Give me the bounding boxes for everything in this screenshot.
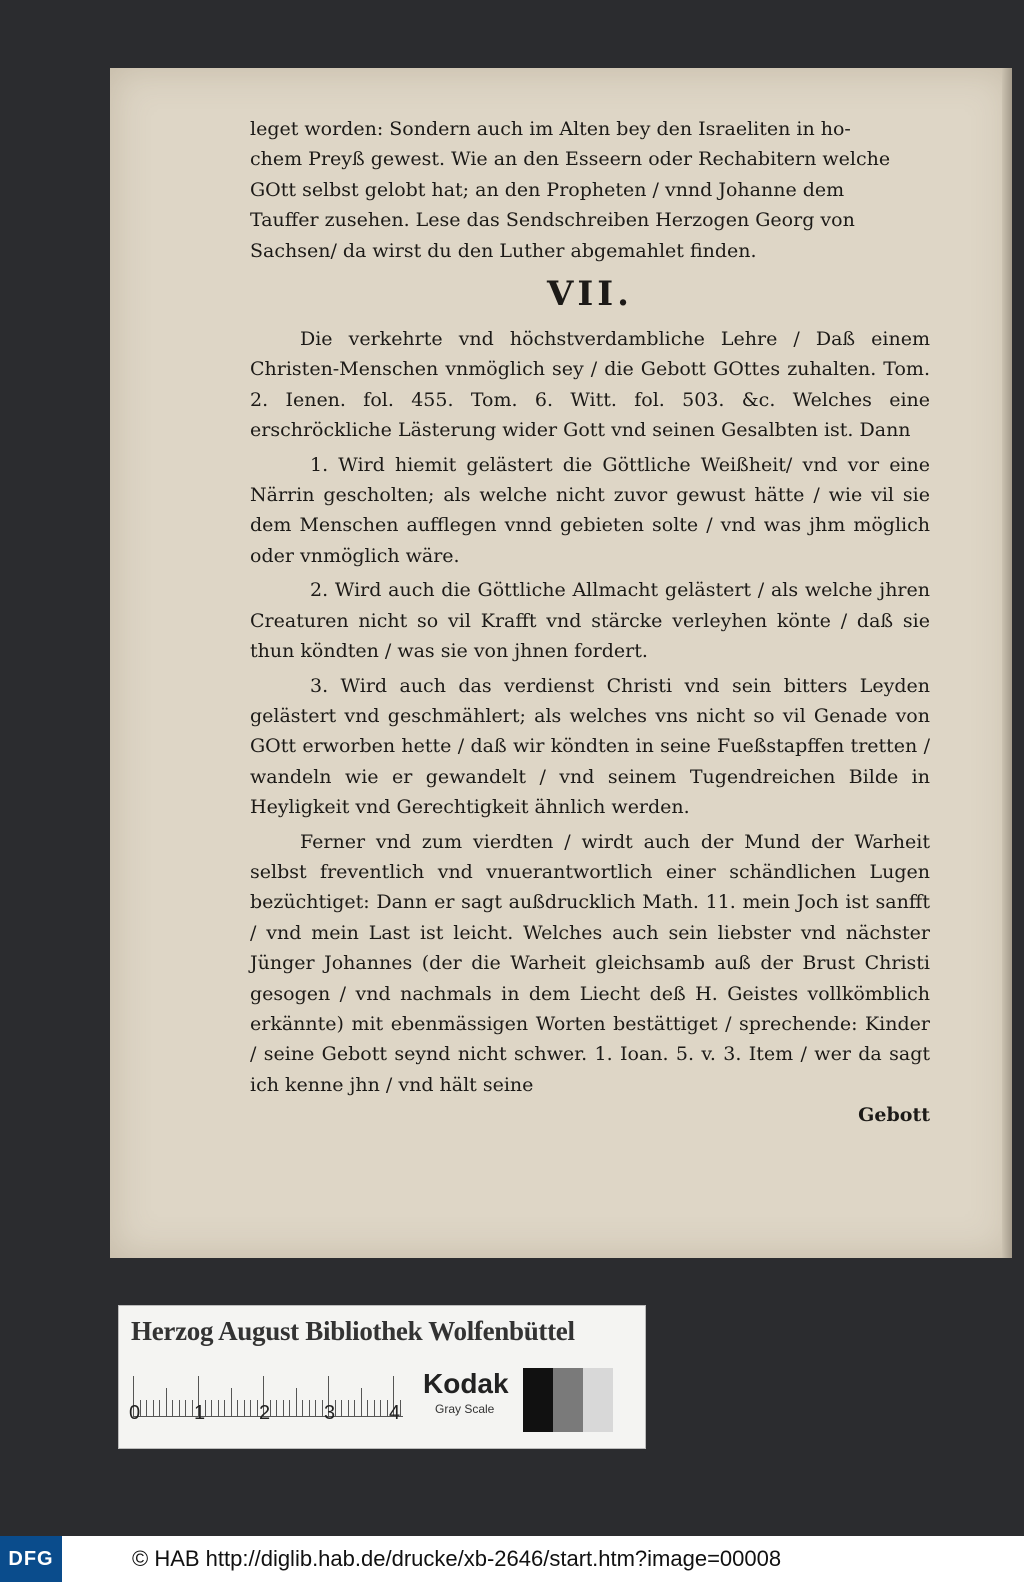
document-page (110, 68, 1012, 1258)
ruler-number-3: 3 (324, 1402, 336, 1424)
ruler-tick (224, 1400, 225, 1416)
ruler-tick (185, 1400, 186, 1416)
ruler-tick (283, 1400, 284, 1416)
numbered-item-1: 1. Wird hiemit gelästert die Göttliche Weißheit/ vnd vor eine Närrin gescholten; als welche nicht zuvor gewust hätte / wie vil sie dem Menschen aufflegen vnnd gebieten solte / vnd was jhm möglich oder vnmöglich wäre. (250, 453, 930, 567)
intro-line-4: Tauffer zusehen. Lese das Sendschreiben Herzogen Georg von (250, 209, 855, 232)
ruler-tick (244, 1400, 245, 1416)
ruler-tick (374, 1400, 375, 1416)
ruler-tick (276, 1400, 277, 1416)
page-edge (1002, 68, 1012, 1258)
intro-line-1: leget worden: Sondern auch im Alten bey den Israeliten in ho- (250, 118, 851, 140)
ruler-tick (192, 1400, 193, 1416)
ruler-tick (354, 1400, 355, 1416)
footer (0, 1536, 1024, 1582)
intro-line-3: GOtt selbst gelobt hat; an den Propheten / vnnd Johanne dem (250, 178, 845, 201)
ruler-tick (257, 1400, 258, 1416)
ruler-tick (315, 1400, 316, 1416)
ruler-tick (237, 1400, 238, 1416)
ruler-tick (380, 1400, 381, 1416)
ruler-number-2: 2 (259, 1402, 271, 1424)
color-scale-bar (118, 1305, 646, 1449)
ruler-tick (179, 1400, 180, 1416)
ruler-tick (302, 1400, 303, 1416)
document-text (250, 114, 930, 1131)
kodak-subtitle: Gray Scale (435, 1402, 495, 1416)
intro-line-5: Sachsen/ da wirst du den Luther abgemahlet finden. (250, 239, 757, 262)
ruler-number-0: 0 (129, 1402, 141, 1424)
ruler-tick (361, 1388, 362, 1416)
ruler-tick (309, 1400, 310, 1416)
ruler-tick (296, 1388, 297, 1416)
ruler-tick (211, 1400, 212, 1416)
ruler-tick (348, 1400, 349, 1416)
ruler-tick (159, 1400, 160, 1416)
swatch-gray (553, 1368, 583, 1432)
ruler-tick (146, 1400, 147, 1416)
ruler-tick (231, 1388, 232, 1416)
ruler-tick (166, 1388, 167, 1416)
catchword: Gebott (858, 1104, 930, 1127)
ruler-tick (218, 1400, 219, 1416)
swatch-light (583, 1368, 613, 1432)
ruler-number-4: 4 (389, 1402, 401, 1424)
ruler-tick (250, 1400, 251, 1416)
footer-credit[interactable]: © HAB http://diglib.hab.de/drucke/xb-2646/start.htm?image=00008 (132, 1546, 782, 1571)
ruler-number-1: 1 (194, 1402, 206, 1424)
intro-line-2: chem Preyß gewest. Wie an den Esseern oder Rechabitern welche (250, 148, 891, 171)
dfg-logo: DFG (0, 1536, 62, 1582)
ruler-tick (172, 1400, 173, 1416)
swatch-black (523, 1368, 553, 1432)
ruler-tick (367, 1400, 368, 1416)
ruler-tick (153, 1400, 154, 1416)
ruler-tick (289, 1400, 290, 1416)
ruler-tick (322, 1400, 323, 1416)
paragraph-1: Die verkehrte vnd höchstverdambliche Lehre / Daß einem Christen-Menschen vnmöglich sey / die Gebott GOttes zuhalten. Tom. 2. Ienen. fol. 455. Tom. 6. Witt. fol. 503. &c. Welches eine erschröckliche Lästerung wider Gott vnd seinen Gesalbten ist. Dann (250, 328, 930, 442)
kodak-logo: Kodak (423, 1368, 509, 1399)
ruler-tick (387, 1400, 388, 1416)
numbered-item-3: 3. Wird auch das verdienst Christi vnd sein bitters Leyden gelästert vnd geschmählert; als welches vns nicht so vil Genade von GOtt erworben hette / daß wir köndten in seine Fueßstapffen tretten / wandeln wie er gewandelt / vnd seinem Tugendreichen Bilde in Heyligkeit vnd Gerechtigkeit ähnlich werden. (250, 674, 930, 819)
numbered-item-2: 2. Wird auch die Göttliche Allmacht gelästert / als welche jhren Creaturen nicht so vil Krafft vnd stärcke verleyhen könte / daß sie thun köndten / was sie von jhnen fordert. (250, 579, 930, 663)
paragraph-2: Ferner vnd zum vierdten / wirdt auch der Mund der Warheit selbst freventlich vnd vnuerantwortlich einer schändlichen Lugen bezüchtiget: Dann er sagt außdrucklich Math. 11. mein Joch ist sanfft / vnd mein Last ist leicht. Welches auch sein liebster vnd nächster Jünger Johannes (der die Warheit gleichsamb auß der Brust Christi gesogen / vnd nachmals in dem Liecht deß H. Geistes vollkömblich erkännte) mit ebenmässigen Worten bestättiget / sprechende: Kinder / seine Gebott seynd nicht schwer. 1. Ioan. 5. v. 3. Item / wer da sagt ich kenne jhn / vnd hält seine (250, 830, 930, 1096)
library-title: Herzog August Bibliothek Wolfenbüttel (131, 1316, 575, 1346)
section-heading: VII. (546, 274, 634, 315)
ruler-tick (341, 1400, 342, 1416)
